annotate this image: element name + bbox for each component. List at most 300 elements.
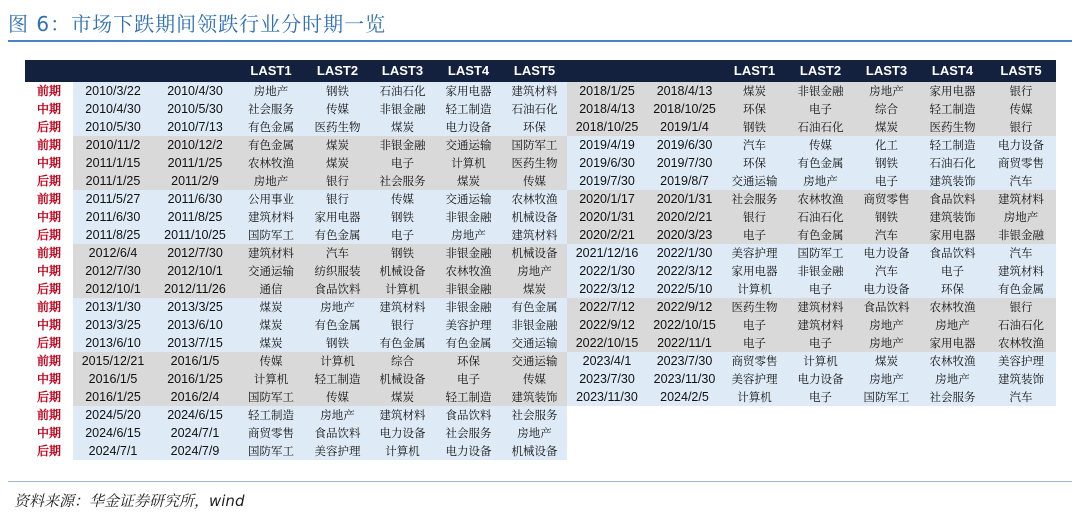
left-industry-cell: 轻工制造 — [435, 100, 502, 118]
right-industry-cell: 银行 — [986, 298, 1056, 316]
left-industry-cell: 有色金属 — [305, 226, 370, 244]
right-start-date: 2023/7/30 — [567, 370, 647, 388]
left-industry-cell: 交通运输 — [502, 352, 567, 370]
left-start-date: 2016/1/5 — [73, 370, 153, 388]
right-industry-cell: 煤炭 — [722, 82, 787, 100]
left-industry-cell: 食品饮料 — [435, 406, 502, 424]
left-industry-cell: 非银金融 — [435, 298, 502, 316]
left-end-date: 2016/2/4 — [153, 388, 237, 406]
left-industry-cell: 房地产 — [305, 406, 370, 424]
left-industry-cell: 房地产 — [502, 262, 567, 280]
left-industry-cell: 交通运输 — [435, 190, 502, 208]
period-label: 前期 — [36, 192, 61, 206]
left-industry-cell: 银行 — [305, 172, 370, 190]
leading-decline-table — [25, 60, 1056, 465]
left-industry-cell: 农林牧渔 — [237, 154, 305, 172]
left-industry-cell: 煤炭 — [370, 388, 435, 406]
right-industry-cell: 国防军工 — [854, 388, 919, 406]
right-industry-cell: 计算机 — [722, 388, 787, 406]
table-row — [25, 352, 1056, 370]
right-industry-cell: 建筑材料 — [787, 298, 854, 316]
left-industry-cell: 煤炭 — [502, 280, 567, 298]
left-industry-cell: 电力设备 — [435, 442, 502, 460]
left-industry-cell: 国防军工 — [502, 136, 567, 154]
right-industry-cell: 房地产 — [854, 82, 919, 100]
header-right-last5: LAST5 — [1000, 63, 1042, 78]
table-row — [25, 190, 1056, 208]
left-industry-cell: 社会服务 — [370, 172, 435, 190]
left-industry-cell: 农林牧渔 — [502, 190, 567, 208]
period-label: 前期 — [36, 300, 61, 314]
left-end-date: 2011/8/25 — [153, 208, 237, 226]
left-end-date: 2024/7/9 — [153, 442, 237, 460]
left-industry-cell: 建筑材料 — [237, 244, 305, 262]
right-end-date: 2018/10/25 — [647, 100, 722, 118]
left-industry-cell: 有色金属 — [237, 136, 305, 154]
right-industry-cell: 计算机 — [722, 280, 787, 298]
right-industry-cell: 美容护理 — [722, 370, 787, 388]
table-row — [25, 208, 1056, 226]
right-industry-cell: 银行 — [986, 118, 1056, 136]
left-industry-cell: 国防军工 — [237, 442, 305, 460]
right-industry-cell: 电力设备 — [986, 136, 1056, 154]
left-industry-cell: 计算机 — [370, 280, 435, 298]
right-end-date: 2022/11/1 — [647, 334, 722, 352]
period-label: 后期 — [36, 336, 61, 350]
right-industry-cell: 电子 — [787, 388, 854, 406]
left-industry-cell: 机械设备 — [370, 370, 435, 388]
right-industry-cell: 农林牧渔 — [919, 352, 986, 370]
right-industry-cell: 农林牧渔 — [787, 190, 854, 208]
left-industry-cell: 石油石化 — [502, 100, 567, 118]
right-end-date: 2022/5/10 — [647, 280, 722, 298]
right-industry-cell: 电子 — [787, 334, 854, 352]
right-industry-cell: 建筑材料 — [986, 262, 1056, 280]
right-industry-cell: 非银金融 — [787, 262, 854, 280]
left-industry-cell: 社会服务 — [237, 100, 305, 118]
left-industry-cell: 电子 — [370, 226, 435, 244]
left-industry-cell: 轻工制造 — [435, 388, 502, 406]
right-industry-cell: 电力设备 — [854, 280, 919, 298]
left-end-date: 2012/7/30 — [153, 244, 237, 262]
right-industry-cell: 交通运输 — [722, 172, 787, 190]
right-industry-cell: 钢铁 — [854, 154, 919, 172]
period-label: 后期 — [36, 228, 61, 242]
right-industry-cell: 汽车 — [986, 244, 1056, 262]
right-end-date: 2019/6/30 — [647, 136, 722, 154]
left-start-date: 2011/1/15 — [73, 154, 153, 172]
table-row — [25, 82, 1056, 100]
right-industry-cell: 电子 — [919, 262, 986, 280]
left-end-date: 2011/10/25 — [153, 226, 237, 244]
left-industry-cell: 房地产 — [237, 82, 305, 100]
right-industry-cell: 非银金融 — [986, 226, 1056, 244]
left-industry-cell: 建筑装饰 — [502, 388, 567, 406]
left-industry-cell: 煤炭 — [237, 334, 305, 352]
left-industry-cell: 建筑材料 — [370, 406, 435, 424]
left-start-date: 2012/7/30 — [73, 262, 153, 280]
table-row — [25, 298, 1056, 316]
right-start-date: 2023/11/30 — [567, 388, 647, 406]
right-industry-cell: 农林牧渔 — [986, 334, 1056, 352]
left-industry-cell: 农林牧渔 — [435, 262, 502, 280]
right-industry-cell: 有色金属 — [986, 280, 1056, 298]
period-label: 后期 — [36, 282, 61, 296]
left-start-date: 2024/6/15 — [73, 424, 153, 442]
left-industry-cell: 计算机 — [305, 352, 370, 370]
left-start-date: 2012/6/4 — [73, 244, 153, 262]
left-industry-cell: 银行 — [370, 316, 435, 334]
left-start-date: 2010/3/22 — [73, 82, 153, 100]
left-industry-cell: 食品饮料 — [305, 424, 370, 442]
left-end-date: 2010/12/2 — [153, 136, 237, 154]
right-industry-cell: 有色金属 — [787, 154, 854, 172]
right-industry-cell: 轻工制造 — [919, 136, 986, 154]
right-start-date: 2022/9/12 — [567, 316, 647, 334]
figure-title: 图 6：市场下跌期间领跌行业分时期一览 — [8, 12, 387, 36]
left-industry-cell: 国防军工 — [237, 388, 305, 406]
left-industry-cell: 交通运输 — [237, 262, 305, 280]
left-industry-cell: 传媒 — [305, 100, 370, 118]
right-industry-cell: 电子 — [722, 316, 787, 334]
period-label: 中期 — [36, 318, 61, 332]
table-row — [25, 424, 1056, 442]
header-left-last3: LAST3 — [381, 63, 424, 78]
right-industry-cell: 房地产 — [854, 316, 919, 334]
table-row — [25, 100, 1056, 118]
right-end-date: 2019/8/7 — [647, 172, 722, 190]
header-left-last1: LAST1 — [250, 63, 292, 78]
left-industry-cell: 银行 — [305, 190, 370, 208]
right-industry-cell: 房地产 — [919, 370, 986, 388]
left-industry-cell: 煤炭 — [237, 298, 305, 316]
header-left-last4: LAST4 — [447, 63, 490, 78]
left-industry-cell: 环保 — [502, 118, 567, 136]
right-industry-cell: 房地产 — [919, 316, 986, 334]
right-industry-cell: 建筑装饰 — [919, 172, 986, 190]
left-industry-cell: 有色金属 — [435, 334, 502, 352]
right-industry-cell: 美容护理 — [722, 244, 787, 262]
table-row — [25, 334, 1056, 352]
left-industry-cell: 通信 — [237, 280, 305, 298]
right-industry-cell: 汽车 — [854, 262, 919, 280]
period-label: 中期 — [36, 372, 61, 386]
right-industry-cell: 建筑材料 — [787, 316, 854, 334]
table-row — [25, 226, 1056, 244]
left-industry-cell: 钢铁 — [305, 82, 370, 100]
left-industry-cell: 纺织服装 — [305, 262, 370, 280]
left-industry-cell: 电力设备 — [435, 118, 502, 136]
left-industry-cell: 社会服务 — [502, 406, 567, 424]
left-industry-cell: 有色金属 — [237, 118, 305, 136]
left-industry-cell: 医药生物 — [305, 118, 370, 136]
header-right-last4: LAST4 — [931, 63, 974, 78]
right-industry-cell: 石油石化 — [986, 316, 1056, 334]
left-industry-cell: 钢铁 — [305, 334, 370, 352]
period-label: 后期 — [36, 444, 61, 458]
right-start-date: 2020/1/31 — [567, 208, 647, 226]
header-right-last1: LAST1 — [733, 63, 776, 78]
right-industry-cell: 家用电器 — [919, 82, 986, 100]
right-industry-cell: 电子 — [722, 334, 787, 352]
left-industry-cell: 房地产 — [435, 226, 502, 244]
right-start-date: 2020/2/21 — [567, 226, 647, 244]
right-industry-cell: 轻工制造 — [919, 100, 986, 118]
left-industry-cell: 建筑材料 — [370, 298, 435, 316]
right-industry-cell: 商贸零售 — [722, 352, 787, 370]
left-start-date: 2010/4/30 — [73, 100, 153, 118]
table-row — [25, 388, 1056, 406]
right-industry-cell: 综合 — [854, 100, 919, 118]
right-industry-cell: 钢铁 — [854, 208, 919, 226]
right-start-date: 2019/4/19 — [567, 136, 647, 154]
left-end-date: 2016/1/5 — [153, 352, 237, 370]
left-industry-cell: 计算机 — [370, 442, 435, 460]
left-industry-cell: 电力设备 — [370, 424, 435, 442]
left-industry-cell: 房地产 — [502, 424, 567, 442]
period-label: 前期 — [36, 84, 61, 98]
table-row — [25, 370, 1056, 388]
left-industry-cell: 美容护理 — [435, 316, 502, 334]
left-end-date: 2013/3/25 — [153, 298, 237, 316]
right-industry-cell: 传媒 — [787, 136, 854, 154]
right-industry-cell: 建筑装饰 — [919, 208, 986, 226]
right-industry-cell: 农林牧渔 — [919, 298, 986, 316]
right-industry-cell: 汽车 — [854, 226, 919, 244]
right-start-date: 2018/1/25 — [567, 82, 647, 100]
table-row — [25, 280, 1056, 298]
period-label: 中期 — [36, 102, 61, 116]
table-row — [25, 118, 1056, 136]
left-start-date: 2011/1/25 — [73, 172, 153, 190]
right-industry-cell: 银行 — [722, 208, 787, 226]
left-industry-cell: 汽车 — [305, 244, 370, 262]
left-start-date: 2011/8/25 — [73, 226, 153, 244]
table-row — [25, 406, 1056, 424]
right-start-date: 2021/12/16 — [567, 244, 647, 262]
left-industry-cell: 煤炭 — [435, 172, 502, 190]
right-end-date: 2019/7/30 — [647, 154, 722, 172]
left-industry-cell: 公用事业 — [237, 190, 305, 208]
right-end-date: 2020/3/23 — [647, 226, 722, 244]
right-industry-cell: 家用电器 — [919, 334, 986, 352]
right-industry-cell: 化工 — [854, 136, 919, 154]
left-start-date: 2024/5/20 — [73, 406, 153, 424]
right-end-date: 2019/1/4 — [647, 118, 722, 136]
left-end-date: 2010/4/30 — [153, 82, 237, 100]
right-end-date: 2023/11/30 — [647, 370, 722, 388]
left-industry-cell: 传媒 — [237, 352, 305, 370]
right-industry-cell: 煤炭 — [854, 118, 919, 136]
period-label: 中期 — [36, 264, 61, 278]
table-header — [25, 60, 1056, 82]
period-label: 中期 — [36, 156, 61, 170]
left-start-date: 2012/10/1 — [73, 280, 153, 298]
right-end-date: 2022/1/30 — [647, 244, 722, 262]
left-industry-cell: 计算机 — [237, 370, 305, 388]
period-label: 前期 — [36, 408, 61, 422]
header-right-last3: LAST3 — [865, 63, 908, 78]
table-row — [25, 136, 1056, 154]
left-industry-cell: 有色金属 — [502, 298, 567, 316]
left-industry-cell: 有色金属 — [305, 316, 370, 334]
right-industry-cell: 电子 — [854, 172, 919, 190]
left-industry-cell: 机械设备 — [502, 442, 567, 460]
right-industry-cell: 房地产 — [854, 334, 919, 352]
left-end-date: 2010/7/13 — [153, 118, 237, 136]
left-end-date: 2012/10/1 — [153, 262, 237, 280]
right-start-date: 2023/4/1 — [567, 352, 647, 370]
left-industry-cell: 计算机 — [435, 154, 502, 172]
left-end-date: 2024/7/1 — [153, 424, 237, 442]
right-end-date: 2024/2/5 — [647, 388, 722, 406]
left-industry-cell: 家用电器 — [435, 82, 502, 100]
left-start-date: 2013/1/30 — [73, 298, 153, 316]
right-industry-cell: 非银金融 — [787, 82, 854, 100]
right-industry-cell: 电子 — [722, 226, 787, 244]
right-industry-cell: 石油石化 — [919, 154, 986, 172]
right-start-date: 2022/3/12 — [567, 280, 647, 298]
right-start-date: 2018/10/25 — [567, 118, 647, 136]
right-end-date: 2023/7/30 — [647, 352, 722, 370]
left-start-date: 2013/3/25 — [73, 316, 153, 334]
left-industry-cell: 社会服务 — [435, 424, 502, 442]
right-start-date: 2020/1/17 — [567, 190, 647, 208]
right-industry-cell: 房地产 — [986, 208, 1056, 226]
left-industry-cell: 机械设备 — [502, 208, 567, 226]
period-label: 前期 — [36, 246, 61, 260]
left-industry-cell: 电子 — [370, 154, 435, 172]
right-industry-cell: 社会服务 — [919, 388, 986, 406]
period-label: 后期 — [36, 390, 61, 404]
right-industry-cell: 食品饮料 — [919, 190, 986, 208]
header-right-last2: LAST2 — [799, 63, 842, 78]
right-start-date: 2018/4/13 — [567, 100, 647, 118]
right-industry-cell: 国防军工 — [787, 244, 854, 262]
right-start-date: 2022/10/15 — [567, 334, 647, 352]
right-industry-cell: 电力设备 — [787, 370, 854, 388]
left-start-date: 2010/5/30 — [73, 118, 153, 136]
left-industry-cell: 非银金融 — [435, 208, 502, 226]
left-industry-cell: 机械设备 — [502, 244, 567, 262]
source-note: 资料来源：华金证券研究所，wind — [14, 492, 245, 510]
right-industry-cell: 环保 — [722, 154, 787, 172]
right-start-date: 2019/6/30 — [567, 154, 647, 172]
left-industry-cell: 煤炭 — [237, 316, 305, 334]
left-start-date: 2016/1/25 — [73, 388, 153, 406]
left-industry-cell: 机械设备 — [370, 262, 435, 280]
left-industry-cell: 轻工制造 — [305, 370, 370, 388]
table-row — [25, 244, 1056, 262]
left-industry-cell: 传媒 — [502, 172, 567, 190]
left-industry-cell: 传媒 — [305, 388, 370, 406]
right-industry-cell: 医药生物 — [919, 118, 986, 136]
left-industry-cell: 传媒 — [370, 190, 435, 208]
period-label: 后期 — [36, 120, 61, 134]
header-left-last5: LAST5 — [513, 63, 556, 78]
table-row — [25, 172, 1056, 190]
right-industry-cell: 电子 — [787, 100, 854, 118]
right-industry-cell: 电子 — [787, 280, 854, 298]
left-industry-cell: 传媒 — [502, 370, 567, 388]
right-industry-cell: 石油石化 — [787, 118, 854, 136]
left-end-date: 2011/6/30 — [153, 190, 237, 208]
left-end-date: 2024/6/15 — [153, 406, 237, 424]
left-industry-cell: 煤炭 — [305, 136, 370, 154]
left-industry-cell: 轻工制造 — [237, 406, 305, 424]
right-start-date: 2022/1/30 — [567, 262, 647, 280]
left-industry-cell: 非银金融 — [370, 100, 435, 118]
right-end-date: 2020/1/31 — [647, 190, 722, 208]
left-industry-cell: 建筑材料 — [502, 82, 567, 100]
right-industry-cell: 建筑材料 — [986, 190, 1056, 208]
right-industry-cell: 汽车 — [722, 136, 787, 154]
left-industry-cell: 非银金融 — [502, 316, 567, 334]
right-industry-cell: 计算机 — [787, 352, 854, 370]
period-label: 前期 — [36, 354, 61, 368]
left-industry-cell: 煤炭 — [370, 118, 435, 136]
right-end-date: 2022/3/12 — [647, 262, 722, 280]
left-industry-cell: 非银金融 — [435, 280, 502, 298]
right-end-date: 2018/4/13 — [647, 82, 722, 100]
left-start-date: 2011/6/30 — [73, 208, 153, 226]
footer-divider — [8, 481, 1072, 482]
left-industry-cell: 非银金融 — [370, 136, 435, 154]
right-industry-cell: 银行 — [986, 82, 1056, 100]
right-industry-cell: 家用电器 — [722, 262, 787, 280]
table-row — [25, 262, 1056, 280]
left-end-date: 2012/11/26 — [153, 280, 237, 298]
left-industry-cell: 国防军工 — [237, 226, 305, 244]
left-end-date: 2013/7/15 — [153, 334, 237, 352]
left-industry-cell: 煤炭 — [305, 154, 370, 172]
left-start-date: 2010/11/2 — [73, 136, 153, 154]
right-industry-cell: 传媒 — [986, 100, 1056, 118]
period-label: 中期 — [36, 426, 61, 440]
left-industry-cell: 商贸零售 — [237, 424, 305, 442]
right-industry-cell: 电力设备 — [854, 244, 919, 262]
period-label: 后期 — [36, 174, 61, 188]
table-row — [25, 316, 1056, 334]
right-industry-cell: 食品饮料 — [919, 244, 986, 262]
header-left-last2: LAST2 — [316, 63, 359, 78]
left-industry-cell: 环保 — [435, 352, 502, 370]
right-industry-cell: 房地产 — [854, 370, 919, 388]
right-end-date: 2020/2/21 — [647, 208, 722, 226]
left-industry-cell: 钢铁 — [370, 208, 435, 226]
title-divider — [8, 40, 1072, 42]
right-start-date: 2022/7/12 — [567, 298, 647, 316]
left-end-date: 2016/1/25 — [153, 370, 237, 388]
right-end-date: 2022/9/12 — [647, 298, 722, 316]
right-industry-cell: 房地产 — [787, 172, 854, 190]
right-end-date: 2022/10/15 — [647, 316, 722, 334]
period-label: 前期 — [36, 138, 61, 152]
left-industry-cell: 非银金融 — [435, 244, 502, 262]
right-industry-cell: 钢铁 — [722, 118, 787, 136]
left-industry-cell: 建筑材料 — [502, 226, 567, 244]
right-industry-cell: 环保 — [919, 280, 986, 298]
table-row — [25, 442, 1056, 460]
right-industry-cell: 有色金属 — [787, 226, 854, 244]
left-industry-cell: 电子 — [435, 370, 502, 388]
left-end-date: 2011/1/25 — [153, 154, 237, 172]
left-end-date: 2013/6/10 — [153, 316, 237, 334]
left-industry-cell: 房地产 — [305, 298, 370, 316]
left-start-date: 2013/6/10 — [73, 334, 153, 352]
left-end-date: 2010/5/30 — [153, 100, 237, 118]
left-industry-cell: 交通运输 — [435, 136, 502, 154]
